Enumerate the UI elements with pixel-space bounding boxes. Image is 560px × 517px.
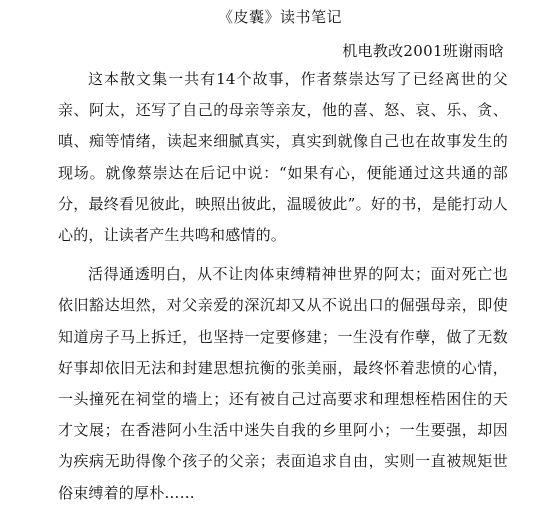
- author-line: 机电教改2001班谢雨晗: [342, 42, 504, 60]
- paragraph-1: 这本散文集一共有14个故事，作者蔡崇达写了已经离世的父亲、阿太，还写了自己的母亲等亲友，他的喜、怒、哀、乐、贪、嗔、痴等情绪，读起来细腻真实，真实到就像自己也在故事发生的现场。就像蔡崇达在后记中说：“如果有心，便能通过这共通的部分，最终看见彼此，映照出彼此，温暖彼此”。好的书，是能打动人心的，让读者产生共鸣和感情的。: [58, 70, 508, 245]
- document-title: 《皮囊》读书笔记: [217, 8, 342, 26]
- paragraph-2: 活得通透明白，从不让肉体束缚精神世界的阿太；面对死亡也依旧豁达坦然，对父亲爱的深沉却又从不说出口的倔强母亲，即使知道房子马上拆迁，也坚持一定要修建；一生没有作孽，做了无数好事却依旧无法和封建思想抗衡的张美丽，最终怀着悲愤的心情，一头撞死在祠堂的墙上；还有被自己过高要求和理想桎梏困住的天才文展；在香港阿小生活中迷失自我的乡里阿小；一生要强，却因为疾病无助得像个孩子的父亲；表面追求自由，实则一直被规矩世俗束缚着的厚朴……: [58, 265, 508, 502]
- document-body: [58, 64, 508, 517]
